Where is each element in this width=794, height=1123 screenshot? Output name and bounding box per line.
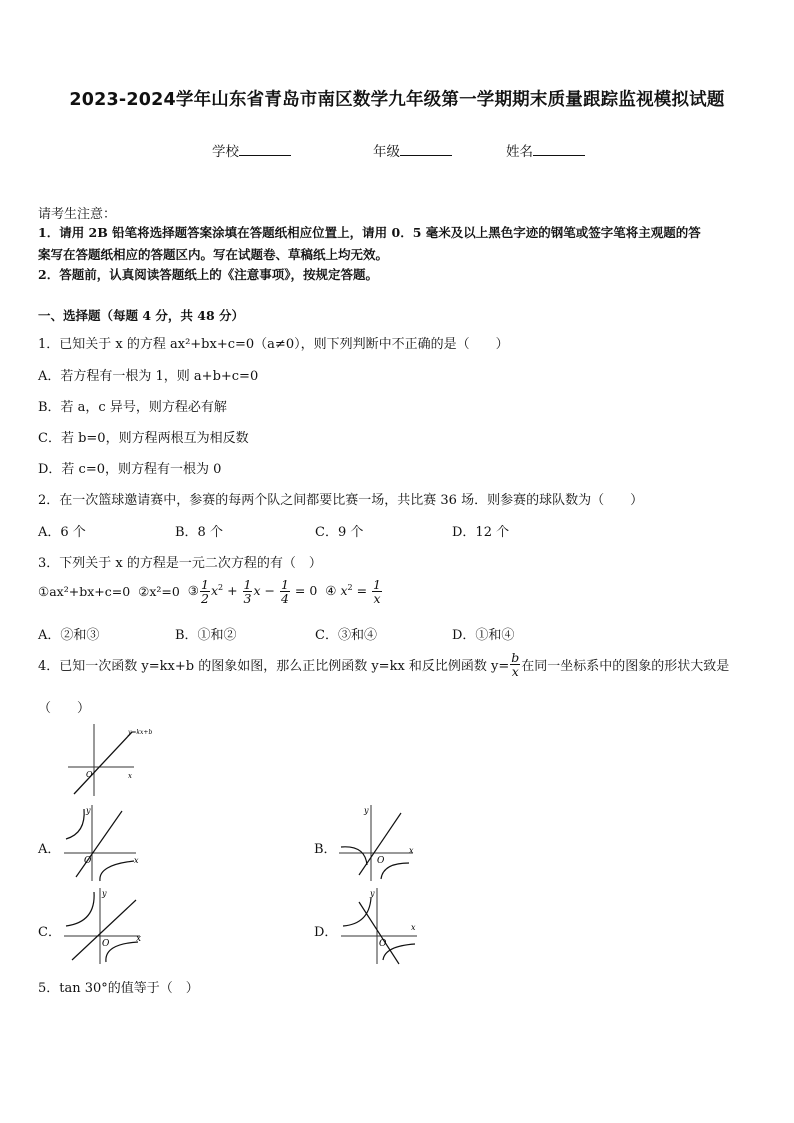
notice-item-2: 2．答题前，认真阅读答题纸上的《注意事项》，按规定答题。 — [38, 267, 378, 282]
q1-stem: 1．已知关于 x 的方程 ax²+bx+c=0（a≠0），则下列判断中不正确的是（ ） — [38, 337, 509, 352]
option-a-axis-x: x — [134, 856, 139, 865]
q3-statement-4: ④ $x^2$ = $\frac{1}{x}$ — [325, 577, 381, 606]
option-c-axis-x: x — [136, 934, 142, 944]
q4-stem — [38, 651, 729, 678]
given-axis-x: x — [128, 772, 132, 780]
name-label: 姓名 — [506, 144, 533, 160]
q1-option-d: D．若 c=0，则方程有一根为 0 — [38, 462, 222, 477]
q3-statement-1: ①ax²+bx+c=0 — [38, 584, 131, 599]
q1-option-c: C．若 b=0，则方程两根互为相反数 — [38, 431, 249, 446]
option-b-axis-y: y — [364, 806, 369, 815]
option-c-origin: O — [102, 939, 110, 949]
name-blank — [533, 143, 585, 156]
q3-option-d: D．①和④ — [452, 628, 515, 643]
q1-option-a: A．若方程有一根为 1，则 a+b+c=0 — [38, 369, 259, 384]
option-d-axis-x: x — [411, 923, 416, 932]
section-heading: 一、选择题（每题 4 分，共 48 分） — [38, 308, 245, 323]
q3-statement-2: ②x²=0 — [138, 584, 180, 599]
q3-statements — [38, 578, 383, 605]
option-a-axis-y: y — [86, 806, 91, 815]
q4-option-a-label: A． — [38, 842, 61, 857]
q5-stem: 5．tan 30°的值等于（ ） — [38, 981, 199, 996]
grade-field — [373, 140, 452, 160]
q4-option-d-graph — [337, 886, 421, 966]
q2-stem: 2．在一次篮球邀请赛中，参赛的每两个队之间都要比赛一场，共比赛 36 场．则参赛的球队数为（ ） — [38, 493, 644, 508]
option-b-origin: O — [377, 856, 385, 866]
q3-option-b: B．①和② — [175, 628, 237, 643]
option-d-origin: O — [379, 939, 387, 949]
q4-given-graph — [62, 722, 162, 800]
page-title: 2023-2024学年山东省青岛市南区数学九年级第一学期期末质量跟踪监视模拟试题 — [69, 90, 725, 110]
q1-option-b: B．若 a，c 异号，则方程必有解 — [38, 400, 227, 415]
grade-label: 年级 — [373, 144, 400, 160]
q4-stem-part2: 在同一坐标系中的图象的形状大致是 — [521, 659, 730, 674]
q4-stem-part1: 4．已知一次函数 y=kx+b 的图象如图，那么正比例函数 y=kx 和反比例函数 y= — [38, 659, 510, 674]
name-field — [506, 140, 585, 160]
notice-heading: 请考生注意： — [38, 207, 117, 222]
q4-option-a-graph — [62, 803, 144, 883]
q3-stem: 3．下列关于 x 的方程是一元二次方程的有（ ） — [38, 556, 322, 571]
notice-item-1a: 1．请用 2B 铅笔将选择题答案涂填在答题纸相应位置上，请用 0．5 毫米及以上黑色字迹的钢笔或签字笔将主观题的答 — [38, 225, 701, 240]
q4-fraction: $\frac{b}{x}$ — [511, 650, 520, 679]
q2-option-a: A．6 个 — [38, 525, 86, 540]
given-line-label: y=kx+b — [128, 729, 153, 736]
notice-item-1b: 案写在答题纸相应的答题区内。写在试题卷、草稿纸上均无效。 — [38, 247, 389, 262]
given-origin: O — [86, 770, 93, 779]
school-label: 学校 — [212, 144, 239, 160]
q3-option-a: A．②和③ — [38, 628, 100, 643]
school-field — [212, 140, 291, 160]
q2-option-b: B．8 个 — [175, 525, 223, 540]
q4-option-b-label: B． — [314, 842, 337, 857]
option-c-axis-y: y — [102, 889, 107, 898]
q3-statement-3: ③ $\frac{1}{2}$ $x^2$ + $\frac{1}{3}$ x − $\frac{1}{4}$ = 0 — [187, 577, 318, 606]
q4-option-c-label: C． — [38, 925, 61, 940]
q2-option-d: D．12 个 — [452, 525, 510, 540]
grade-blank — [400, 143, 452, 156]
q4-paren: （ ） — [38, 701, 91, 716]
q2-option-c: C．9 个 — [315, 525, 364, 540]
q3-option-c: C．③和④ — [315, 628, 377, 643]
q4-option-c-graph — [62, 886, 146, 966]
q4-option-b-graph — [337, 803, 419, 883]
option-a-origin: O — [84, 856, 92, 866]
q4-option-d-label: D． — [314, 925, 338, 940]
option-d-axis-y: y — [370, 889, 375, 898]
option-b-axis-x: x — [409, 846, 414, 855]
school-blank — [239, 143, 291, 156]
